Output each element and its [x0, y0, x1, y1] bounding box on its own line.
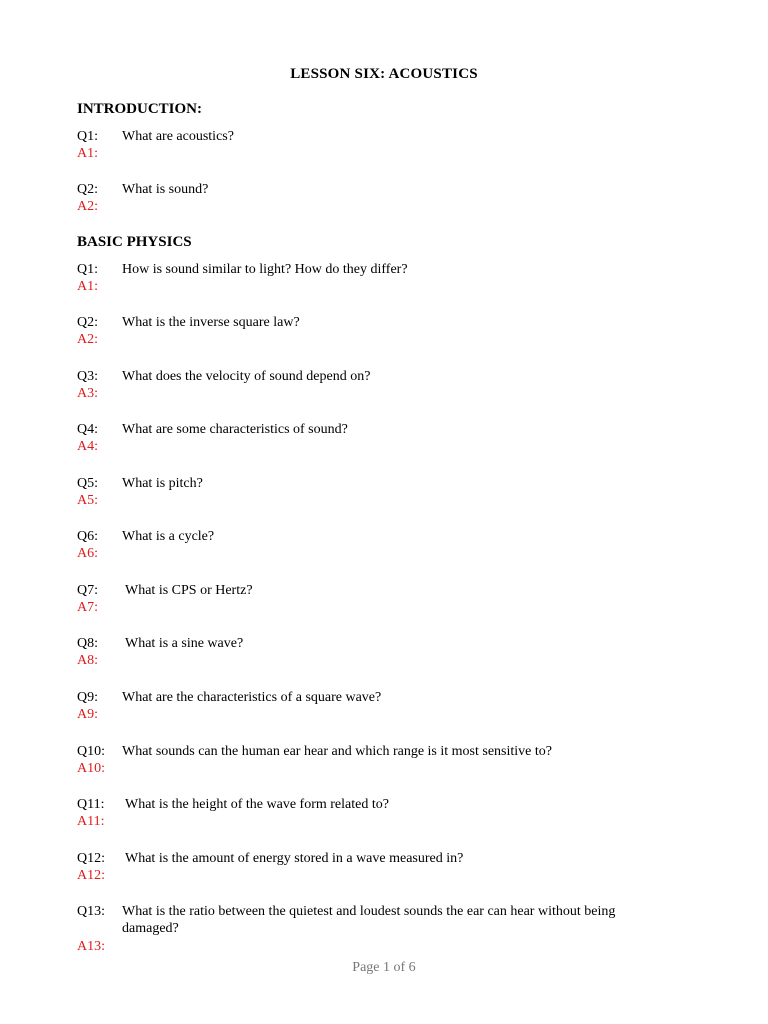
answer-label-physics-11: A11: [77, 814, 105, 829]
question-text: What sounds can the human ear hear and which range is it most sensitive to? [122, 744, 552, 759]
question-label: Q1: [77, 129, 98, 144]
answer-label-physics-9: A9: [77, 707, 98, 722]
answer-label-physics-6: A6: [77, 546, 98, 561]
question-label: Q5: [77, 476, 98, 491]
question-label: Q1: [77, 262, 98, 277]
answer-label-intro-2: A2: [77, 199, 98, 214]
question-label: Q2: [77, 315, 98, 330]
question-label: Q9: [77, 690, 98, 705]
question-text: What does the velocity of sound depend on? [122, 369, 371, 384]
question-text: What is the inverse square law? [122, 315, 300, 330]
question-label: Q11: [77, 797, 105, 812]
section-heading-introduction: INTRODUCTION: [77, 101, 203, 117]
question-label: Q2: [77, 182, 98, 197]
question-text: What is a cycle? [122, 529, 215, 544]
page-number: Page 1 of 6 [352, 960, 416, 975]
answer-label-physics-4: A4: [77, 439, 98, 454]
question-text: What is CPS or Hertz? [125, 583, 253, 598]
page-title: LESSON SIX: ACOUSTICS [290, 66, 478, 82]
question-text: What is sound? [122, 182, 209, 197]
answer-label-physics-2: A2: [77, 332, 98, 347]
answer-label-physics-8: A8: [77, 653, 98, 668]
question-text: What is pitch? [122, 476, 203, 491]
question-text: How is sound similar to light? How do they differ? [122, 262, 408, 277]
question-text: What is the height of the wave form related to? [125, 797, 389, 812]
section-heading-basic-physics: BASIC PHYSICS [77, 234, 192, 250]
question-label: Q7: [77, 583, 98, 598]
answer-label-physics-1: A1: [77, 279, 98, 294]
question-text: What are the characteristics of a square wave? [122, 690, 382, 705]
question-text: What are acoustics? [122, 129, 234, 144]
question-label: Q12: [77, 851, 105, 866]
answer-label-physics-12: A12: [77, 868, 105, 883]
answer-label-physics-3: A3: [77, 386, 98, 401]
question-label: Q13: [77, 904, 105, 919]
question-text: What is a sine wave? [125, 636, 244, 651]
question-text: What is the amount of energy stored in a wave measured in? [125, 851, 464, 866]
answer-label-intro-1: A1: [77, 146, 98, 161]
answer-label-physics-7: A7: [77, 600, 98, 615]
answer-label-physics-10: A10: [77, 761, 105, 776]
question-label: Q4: [77, 422, 98, 437]
question-label: Q6: [77, 529, 98, 544]
question-label: Q3: [77, 369, 98, 384]
question-label: Q8: [77, 636, 98, 651]
question-text: What are some characteristics of sound? [122, 422, 348, 437]
answer-label-physics-5: A5: [77, 493, 98, 508]
question-label: Q10: [77, 744, 105, 759]
question-text: What is the ratio between the quietest and loudest sounds the ear can hear without being damaged? [122, 904, 616, 936]
answer-label-physics-13: A13: [77, 939, 105, 954]
